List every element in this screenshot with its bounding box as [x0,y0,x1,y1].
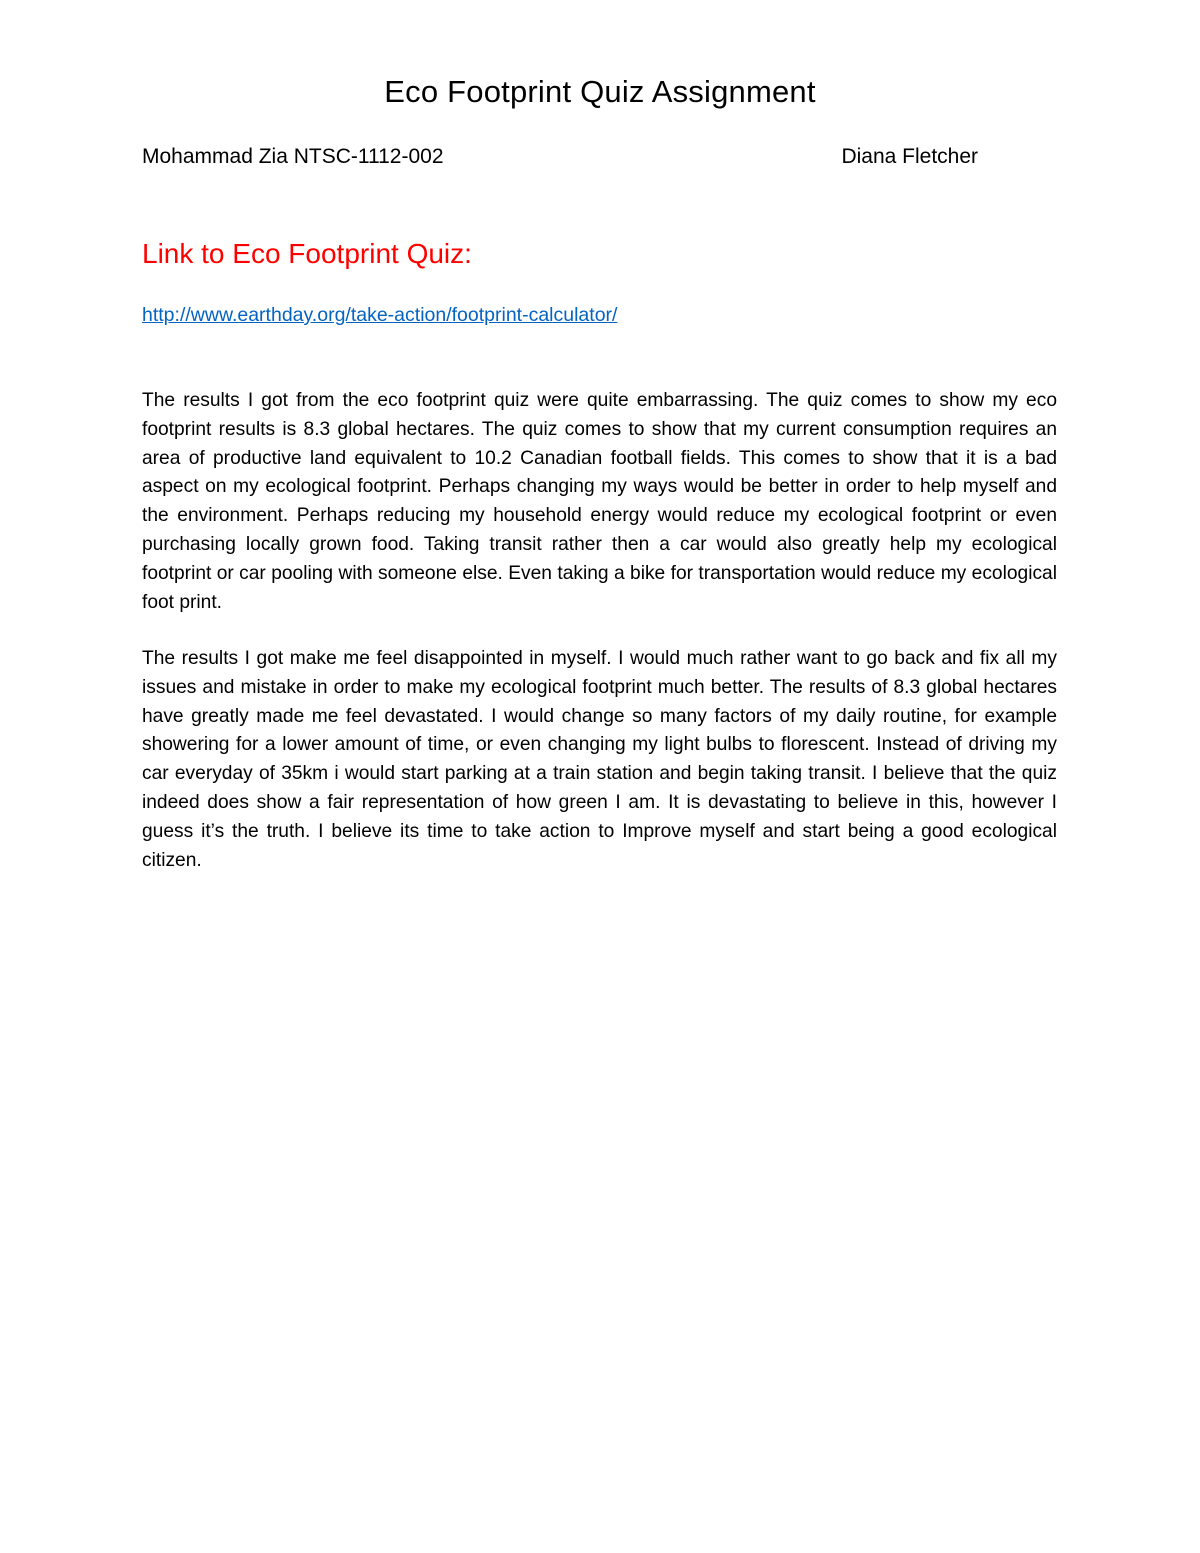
document-title: Eco Footprint Quiz Assignment [384,74,816,109]
body-paragraph-2: The results I got make me feel disappointed in myself. I would much rather want to go back and fix all my issues and mistake in order to make my ecological footprint much better. The results of 8.3 global hectares have greatly made me feel devastated. I would change so many factors of my daily routine, for example showering for a lower amount of time, or even changing my light bulbs to florescent. Instead of driving my car everyday of 35km i would start parking at a train station and begin taking transit. I believe that the quiz indeed does show a fair representation of how green I am. It is devastating to believe in this, however I guess it’s the truth. I believe its time to take action to Improve myself and start being a good ecological citizen. [142,648,1057,871]
author-line: Mohammad Zia NTSC-1112-002 [142,145,444,168]
instructor-name: Diana Fletcher [841,145,978,168]
author-row [142,143,978,171]
link-heading: Link to Eco Footprint Quiz: [142,238,472,269]
body-paragraph-1: The results I got from the eco footprint quiz were quite embarrassing. The quiz comes to show my eco footprint results is 8.3 global hectares. The quiz comes to show that my current consumption requires an area of productive land equivalent to 10.2 Canadian football fields. This comes to show that it is a bad aspect on my ecological footprint. Perhaps changing my ways would be better in order to help myself and the environment. Perhaps reducing my household energy would reduce my ecological footprint or even purchasing locally grown food. Taking transit rather then a car would also greatly help my ecological footprint or car pooling with someone else. Even taking a bike for transportation would reduce my ecological foot print. [142,390,1057,613]
quiz-link[interactable]: http://www.earthday.org/take-action/footprint-calculator/ [142,304,618,326]
